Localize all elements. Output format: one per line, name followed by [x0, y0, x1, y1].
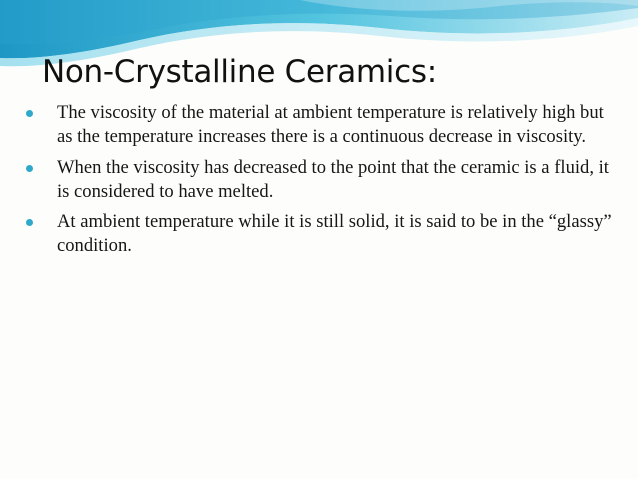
bullet-item: [22, 210, 612, 259]
bullet-dot-icon: [26, 165, 33, 172]
bullet-dot-icon: [26, 219, 33, 226]
slide-title: Non-Crystalline Ceramics:: [42, 54, 437, 90]
bullet-text: At ambient temperature while it is still solid, it is said to be in the “glassy” condition.: [57, 211, 612, 257]
bullet-text: The viscosity of the material at ambient temperature is relatively high but as the temperature increases there is a continuous decrease in viscosity.: [57, 102, 604, 148]
bullet-list: [22, 101, 612, 265]
bullet-dot-icon: [26, 110, 33, 117]
bullet-item: [22, 101, 612, 150]
bullet-item: [22, 156, 612, 205]
bullet-text: When the viscosity has decreased to the point that the ceramic is a fluid, it is considered to have melted.: [57, 156, 609, 202]
